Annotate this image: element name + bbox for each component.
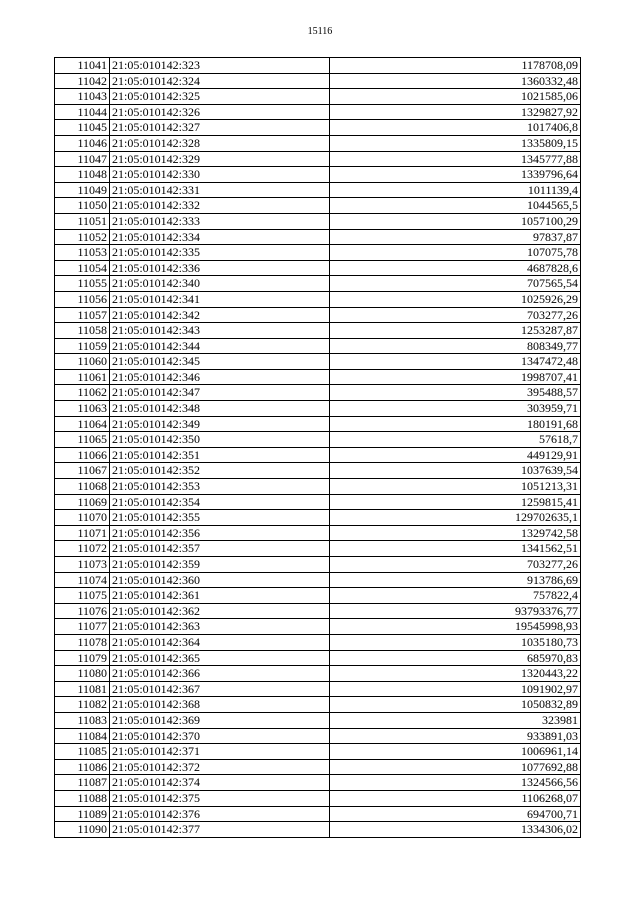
row-number-cell: 11073 (55, 557, 110, 573)
row-number-cell: 11055 (55, 276, 110, 292)
table-row (55, 245, 581, 261)
table-row (55, 120, 581, 136)
row-number-cell: 11051 (55, 213, 110, 229)
table-row (55, 369, 581, 385)
cadastral-value-cell: 93793376,77 (330, 603, 581, 619)
cadastral-number-cell: 21:05:010142:369 (110, 712, 330, 728)
row-number-cell: 11047 (55, 151, 110, 167)
cadastral-value-cell: 4687828,6 (330, 260, 581, 276)
cadastral-number-cell: 21:05:010142:344 (110, 338, 330, 354)
table-row (55, 728, 581, 744)
cadastral-value-cell: 1006961,14 (330, 744, 581, 760)
cadastral-number-cell: 21:05:010142:327 (110, 120, 330, 136)
row-number-cell: 11057 (55, 307, 110, 323)
row-number-cell: 11069 (55, 494, 110, 510)
cadastral-value-cell: 1091902,97 (330, 681, 581, 697)
cadastral-number-cell: 21:05:010142:376 (110, 806, 330, 822)
cadastral-value-cell: 1017406,8 (330, 120, 581, 136)
row-number-cell: 11064 (55, 416, 110, 432)
table-row (55, 759, 581, 775)
cadastral-number-cell: 21:05:010142:352 (110, 463, 330, 479)
cadastral-value-cell: 1011139,4 (330, 182, 581, 198)
cadastral-number-cell: 21:05:010142:343 (110, 323, 330, 339)
cadastral-number-cell: 21:05:010142:351 (110, 447, 330, 463)
cadastral-value-cell: 180191,68 (330, 416, 581, 432)
row-number-cell: 11050 (55, 198, 110, 214)
table-row (55, 525, 581, 541)
table-row (55, 790, 581, 806)
row-number-cell: 11066 (55, 447, 110, 463)
table-row (55, 73, 581, 89)
row-number-cell: 11072 (55, 541, 110, 557)
row-number-cell: 11061 (55, 369, 110, 385)
row-number-cell: 11084 (55, 728, 110, 744)
table-row (55, 572, 581, 588)
cadastral-value-cell: 19545998,93 (330, 619, 581, 635)
row-number-cell: 11044 (55, 104, 110, 120)
table-row (55, 541, 581, 557)
page-number: 15116 (307, 26, 333, 37)
cadastral-number-cell: 21:05:010142:347 (110, 385, 330, 401)
cadastral-value-cell: 395488,57 (330, 385, 581, 401)
row-number-cell: 11056 (55, 291, 110, 307)
cadastral-number-cell: 21:05:010142:372 (110, 759, 330, 775)
cadastral-number-cell: 21:05:010142:360 (110, 572, 330, 588)
cadastral-value-cell: 1044565,5 (330, 198, 581, 214)
cadastral-value-cell: 1329827,92 (330, 104, 581, 120)
row-number-cell: 11083 (55, 712, 110, 728)
cadastral-number-cell: 21:05:010142:364 (110, 634, 330, 650)
cadastral-number-cell: 21:05:010142:345 (110, 354, 330, 370)
cadastral-value-cell: 1057100,29 (330, 213, 581, 229)
cadastral-value-cell: 808349,77 (330, 338, 581, 354)
cadastral-value-cell: 1025926,29 (330, 291, 581, 307)
table-row (55, 167, 581, 183)
cadastral-number-cell: 21:05:010142:353 (110, 479, 330, 495)
cadastral-number-cell: 21:05:010142:331 (110, 182, 330, 198)
table-row (55, 681, 581, 697)
table-row (55, 822, 581, 838)
cadastral-value-cell: 449129,91 (330, 447, 581, 463)
row-number-cell: 11081 (55, 681, 110, 697)
cadastral-number-cell: 21:05:010142:359 (110, 557, 330, 573)
cadastral-value-cell: 1178708,09 (330, 58, 581, 74)
row-number-cell: 11054 (55, 260, 110, 276)
cadastral-value-cell: 1360332,48 (330, 73, 581, 89)
row-number-cell: 11060 (55, 354, 110, 370)
cadastral-number-cell: 21:05:010142:356 (110, 525, 330, 541)
table-row (55, 432, 581, 448)
row-number-cell: 11088 (55, 790, 110, 806)
table-row (55, 447, 581, 463)
table-row (55, 182, 581, 198)
cadastral-value-cell: 757822,4 (330, 588, 581, 604)
cadastral-number-cell: 21:05:010142:333 (110, 213, 330, 229)
row-number-cell: 11087 (55, 775, 110, 791)
cadastral-value-cell: 1324566,56 (330, 775, 581, 791)
cadastral-number-cell: 21:05:010142:326 (110, 104, 330, 120)
cadastral-number-cell: 21:05:010142:334 (110, 229, 330, 245)
row-number-cell: 11068 (55, 479, 110, 495)
row-number-cell: 11070 (55, 510, 110, 526)
cadastral-number-cell: 21:05:010142:332 (110, 198, 330, 214)
row-number-cell: 11090 (55, 822, 110, 838)
table-row (55, 58, 581, 74)
cadastral-value-cell: 1998707,41 (330, 369, 581, 385)
cadastral-number-cell: 21:05:010142:354 (110, 494, 330, 510)
cadastral-number-cell: 21:05:010142:370 (110, 728, 330, 744)
table-row (55, 401, 581, 417)
table-row (55, 619, 581, 635)
table-row (55, 354, 581, 370)
row-number-cell: 11089 (55, 806, 110, 822)
row-number-cell: 11048 (55, 167, 110, 183)
table-row (55, 463, 581, 479)
cadastral-value-cell: 1347472,48 (330, 354, 581, 370)
row-number-cell: 11062 (55, 385, 110, 401)
row-number-cell: 11078 (55, 634, 110, 650)
cadastral-number-cell: 21:05:010142:365 (110, 650, 330, 666)
cadastral-number-cell: 21:05:010142:329 (110, 151, 330, 167)
cadastre-value-table (54, 57, 581, 838)
row-number-cell: 11085 (55, 744, 110, 760)
cadastral-value-cell: 1037639,54 (330, 463, 581, 479)
table-row (55, 775, 581, 791)
cadastral-number-cell: 21:05:010142:363 (110, 619, 330, 635)
cadastral-number-cell: 21:05:010142:325 (110, 89, 330, 105)
cadastral-value-cell: 1035180,73 (330, 634, 581, 650)
cadastral-value-cell: 1106268,07 (330, 790, 581, 806)
cadastral-value-cell: 1077692,88 (330, 759, 581, 775)
row-number-cell: 11076 (55, 603, 110, 619)
row-number-cell: 11065 (55, 432, 110, 448)
cadastral-value-cell: 1335809,15 (330, 135, 581, 151)
cadastral-value-cell: 694700,71 (330, 806, 581, 822)
cadastral-number-cell: 21:05:010142:346 (110, 369, 330, 385)
cadastral-value-cell: 1021585,06 (330, 89, 581, 105)
table-row (55, 307, 581, 323)
cadastral-number-cell: 21:05:010142:324 (110, 73, 330, 89)
row-number-cell: 11052 (55, 229, 110, 245)
cadastral-value-cell: 323981 (330, 712, 581, 728)
row-number-cell: 11049 (55, 182, 110, 198)
table-row (55, 634, 581, 650)
cadastral-value-cell: 1050832,89 (330, 697, 581, 713)
cadastral-value-cell: 1345777,88 (330, 151, 581, 167)
row-number-cell: 11086 (55, 759, 110, 775)
table-row (55, 213, 581, 229)
row-number-cell: 11058 (55, 323, 110, 339)
cadastral-number-cell: 21:05:010142:328 (110, 135, 330, 151)
row-number-cell: 11077 (55, 619, 110, 635)
table-row (55, 806, 581, 822)
table-row (55, 276, 581, 292)
cadastral-value-cell: 1320443,22 (330, 666, 581, 682)
table-row (55, 650, 581, 666)
table-row (55, 338, 581, 354)
cadastral-number-cell: 21:05:010142:323 (110, 58, 330, 74)
cadastral-value-cell: 1253287,87 (330, 323, 581, 339)
table-row (55, 712, 581, 728)
cadastral-number-cell: 21:05:010142:361 (110, 588, 330, 604)
row-number-cell: 11041 (55, 58, 110, 74)
cadastral-value-cell: 107075,78 (330, 245, 581, 261)
cadastral-number-cell: 21:05:010142:367 (110, 681, 330, 697)
cadastral-value-cell: 1334306,02 (330, 822, 581, 838)
table-row (55, 510, 581, 526)
cadastral-number-cell: 21:05:010142:330 (110, 167, 330, 183)
cadastral-number-cell: 21:05:010142:366 (110, 666, 330, 682)
row-number-cell: 11046 (55, 135, 110, 151)
cadastral-number-cell: 21:05:010142:335 (110, 245, 330, 261)
cadastral-value-cell: 703277,26 (330, 557, 581, 573)
cadastral-number-cell: 21:05:010142:350 (110, 432, 330, 448)
table-body (55, 58, 581, 838)
table-row (55, 151, 581, 167)
row-number-cell: 11080 (55, 666, 110, 682)
cadastral-value-cell: 57618,7 (330, 432, 581, 448)
cadastral-value-cell: 129702635,1 (330, 510, 581, 526)
table-row (55, 104, 581, 120)
table-row (55, 744, 581, 760)
row-number-cell: 11053 (55, 245, 110, 261)
cadastral-number-cell: 21:05:010142:368 (110, 697, 330, 713)
table-row (55, 666, 581, 682)
table-row (55, 291, 581, 307)
cadastral-number-cell: 21:05:010142:375 (110, 790, 330, 806)
row-number-cell: 11043 (55, 89, 110, 105)
table-row (55, 697, 581, 713)
cadastral-value-cell: 933891,03 (330, 728, 581, 744)
table-row (55, 385, 581, 401)
cadastral-value-cell: 1051213,31 (330, 479, 581, 495)
row-number-cell: 11075 (55, 588, 110, 604)
table-row (55, 416, 581, 432)
row-number-cell: 11082 (55, 697, 110, 713)
table-row (55, 588, 581, 604)
cadastral-value-cell: 303959,71 (330, 401, 581, 417)
row-number-cell: 11079 (55, 650, 110, 666)
cadastral-value-cell: 97837,87 (330, 229, 581, 245)
row-number-cell: 11071 (55, 525, 110, 541)
cadastral-value-cell: 1341562,51 (330, 541, 581, 557)
table-row (55, 479, 581, 495)
row-number-cell: 11042 (55, 73, 110, 89)
cadastral-value-cell: 1329742,58 (330, 525, 581, 541)
cadastral-number-cell: 21:05:010142:355 (110, 510, 330, 526)
cadastral-value-cell: 685970,83 (330, 650, 581, 666)
cadastral-number-cell: 21:05:010142:371 (110, 744, 330, 760)
table-row (55, 603, 581, 619)
cadastral-number-cell: 21:05:010142:348 (110, 401, 330, 417)
row-number-cell: 11074 (55, 572, 110, 588)
row-number-cell: 11063 (55, 401, 110, 417)
cadastral-number-cell: 21:05:010142:362 (110, 603, 330, 619)
cadastral-value-cell: 1339796,64 (330, 167, 581, 183)
cadastral-number-cell: 21:05:010142:374 (110, 775, 330, 791)
cadastral-number-cell: 21:05:010142:341 (110, 291, 330, 307)
cadastral-number-cell: 21:05:010142:336 (110, 260, 330, 276)
table-row (55, 229, 581, 245)
cadastral-value-cell: 913786,69 (330, 572, 581, 588)
cadastral-number-cell: 21:05:010142:349 (110, 416, 330, 432)
row-number-cell: 11059 (55, 338, 110, 354)
table-row (55, 557, 581, 573)
cadastral-value-cell: 707565,54 (330, 276, 581, 292)
table-row (55, 89, 581, 105)
cadastral-number-cell: 21:05:010142:340 (110, 276, 330, 292)
row-number-cell: 11045 (55, 120, 110, 136)
table-row (55, 260, 581, 276)
cadastral-value-cell: 1259815,41 (330, 494, 581, 510)
cadastral-number-cell: 21:05:010142:377 (110, 822, 330, 838)
cadastral-number-cell: 21:05:010142:357 (110, 541, 330, 557)
table-row (55, 323, 581, 339)
cadastral-number-cell: 21:05:010142:342 (110, 307, 330, 323)
row-number-cell: 11067 (55, 463, 110, 479)
cadastral-value-cell: 703277,26 (330, 307, 581, 323)
table-row (55, 198, 581, 214)
table-row (55, 494, 581, 510)
table-row (55, 135, 581, 151)
